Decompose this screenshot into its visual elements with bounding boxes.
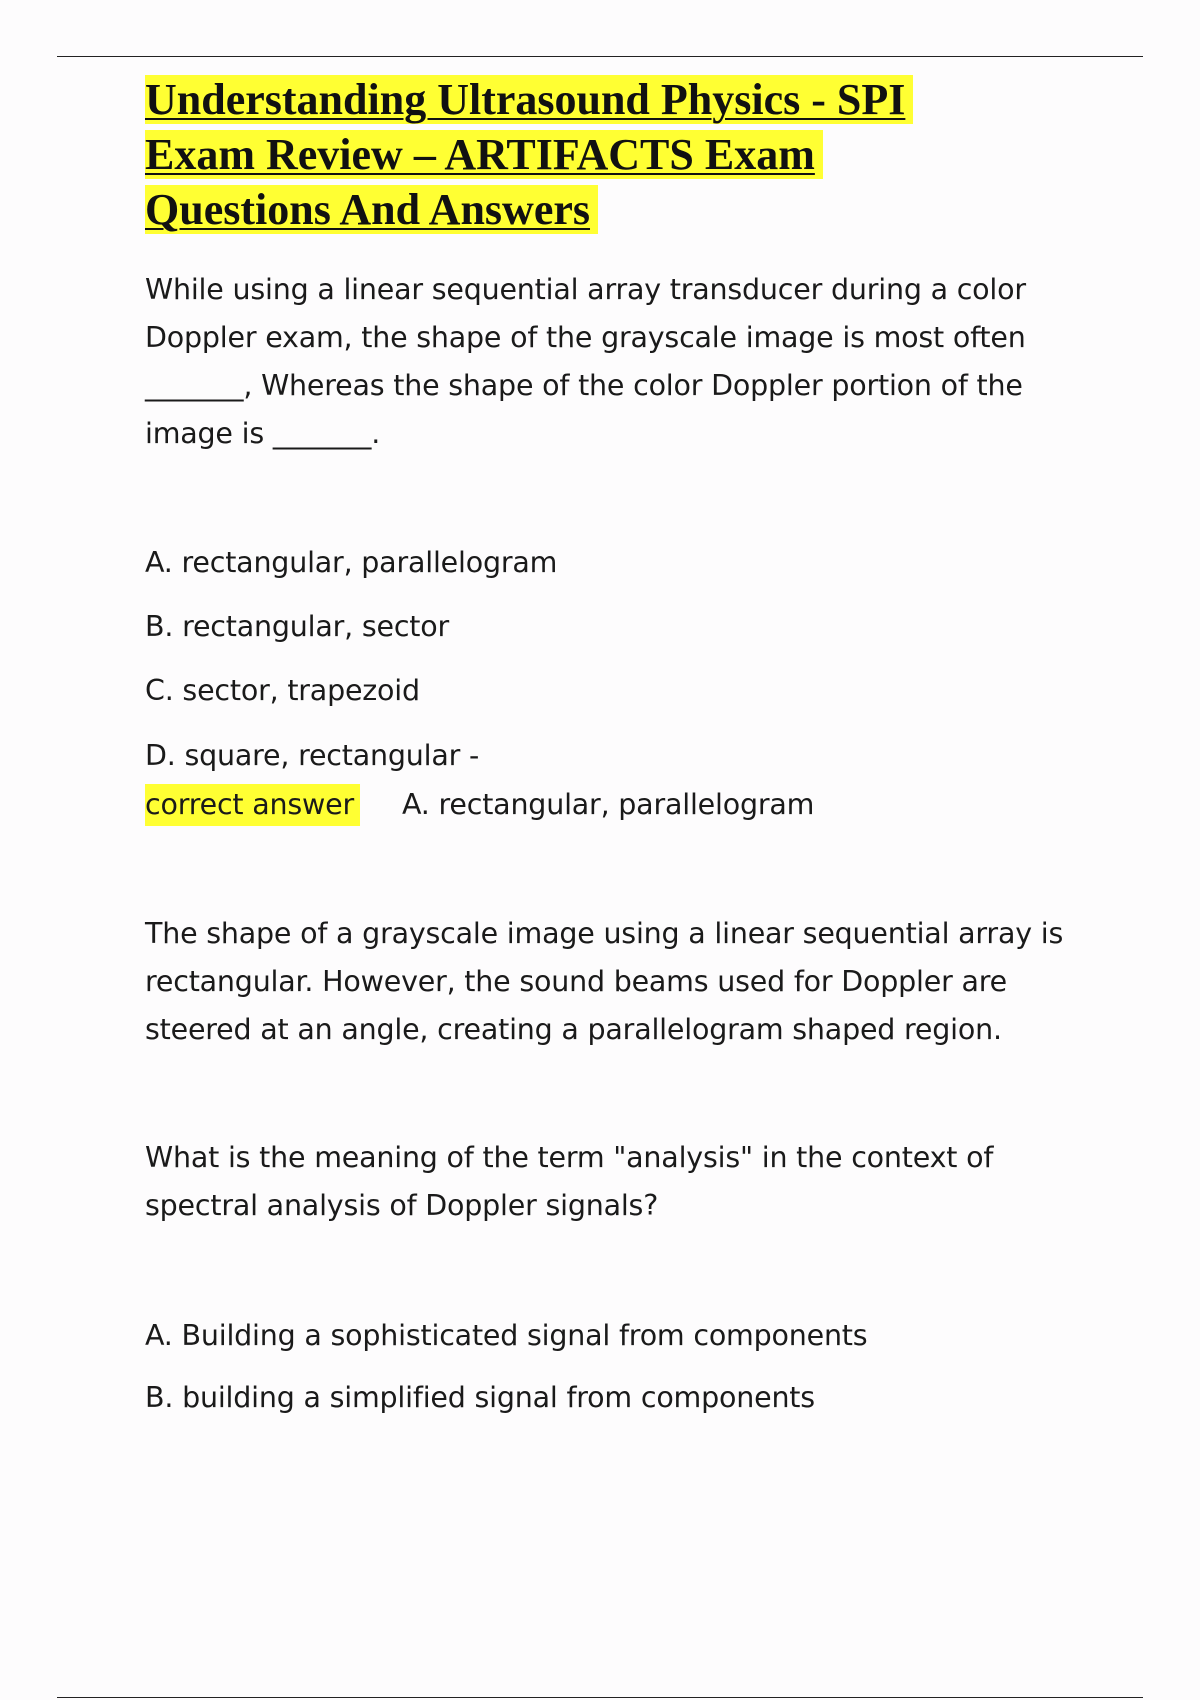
question-1-explanation (145, 910, 1063, 1054)
explanation-line: rectangular. However, the sound beams used for Doppler are (145, 965, 1007, 998)
question-1-stem (145, 266, 1026, 458)
question-2-option-b: B. building a simplified signal from components (145, 1381, 815, 1414)
question-1-option-b: B. rectangular, sector (145, 610, 450, 643)
title-line: Questions And Answers (145, 185, 598, 234)
question-1-option-d: D. square, rectangular - (145, 739, 480, 772)
stem-line: spectral analysis of Doppler signals? (145, 1189, 659, 1222)
document-title (145, 72, 1045, 237)
correct-answer-label: correct answer (145, 788, 354, 821)
explanation-line: The shape of a grayscale image using a linear sequential array is (145, 917, 1064, 950)
bottom-rule (57, 1697, 1143, 1698)
title-line: Understanding Ultrasound Physics - SPI (145, 75, 913, 124)
question-1-option-c: C. sector, trapezoid (145, 674, 420, 707)
stem-line: What is the meaning of the term "analysis" in the context of (145, 1141, 994, 1174)
stem-line: image is _______. (145, 417, 381, 450)
question-1-option-a: A. rectangular, parallelogram (145, 546, 558, 579)
stem-line: _______, Whereas the shape of the color Doppler portion of the (145, 369, 1023, 402)
explanation-line: steered at an angle, creating a parallelogram shaped region. (145, 1013, 1002, 1046)
stem-line: Doppler exam, the shape of the grayscale image is most often (145, 321, 1026, 354)
correct-answer-value: A. rectangular, parallelogram (402, 788, 815, 821)
correct-answer-highlight (145, 784, 360, 826)
title-line: Exam Review – ARTIFACTS Exam (145, 130, 823, 179)
question-2-stem (145, 1134, 993, 1230)
top-rule (57, 56, 1143, 57)
stem-line: While using a linear sequential array transducer during a color (145, 273, 1026, 306)
question-2-option-a: A. Building a sophisticated signal from components (145, 1319, 868, 1352)
